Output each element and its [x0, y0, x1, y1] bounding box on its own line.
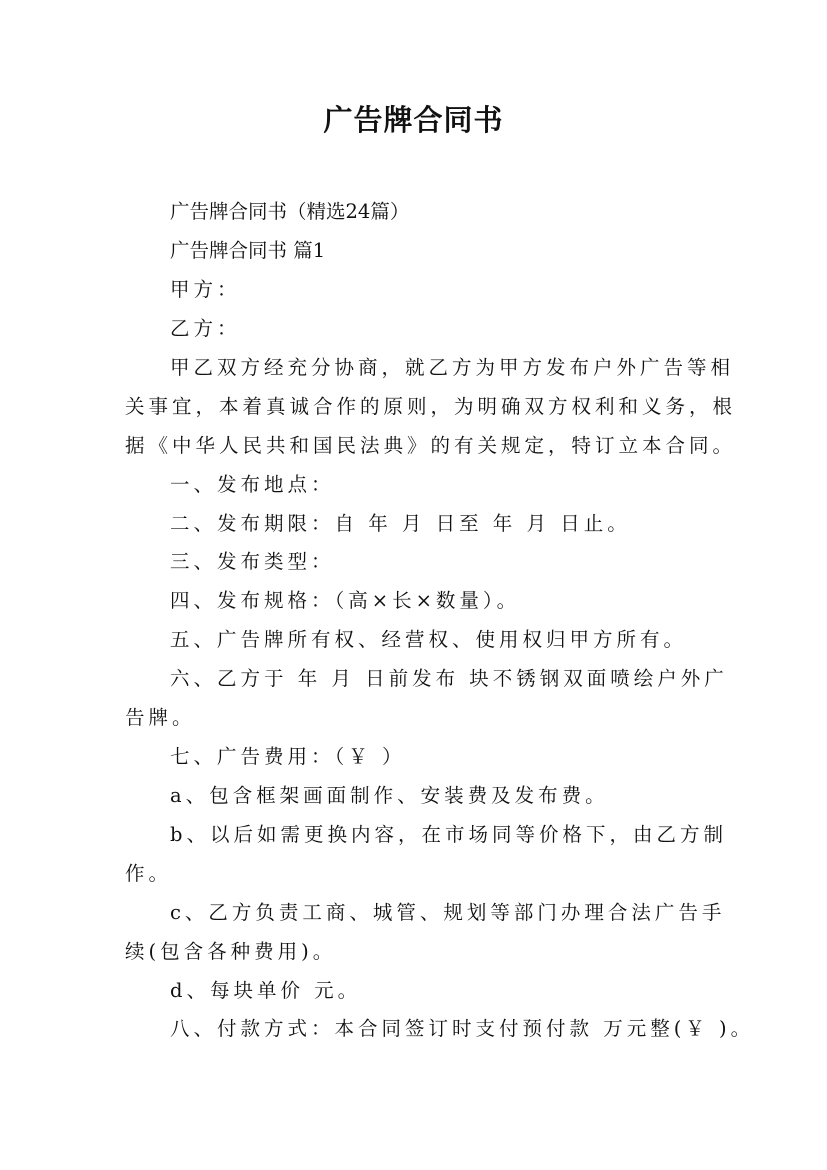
clause-line: d、每块单价 元。 — [170, 979, 362, 1002]
clause-line: 告牌。 — [125, 706, 196, 729]
paragraph-line: 据《中华人民共和国民法典》的有关规定，特订立本合同。 — [125, 434, 737, 457]
clause-line: 七、广告费用：（￥ ） — [170, 745, 406, 768]
clause-line: 续(包含各种费用)。 — [125, 940, 337, 963]
clause-line: 一、发布地点： — [170, 473, 335, 496]
clause-line: 八、付款方式：本合同签订时支付预付款 万元整(￥ )。 — [170, 1017, 755, 1040]
party-b-line: 乙方： — [170, 317, 241, 340]
document-title: 广告牌合同书 — [323, 103, 504, 137]
clause-line: b、以后如需更换内容，在市场同等价格下，由乙方制 — [170, 823, 727, 846]
subtitle-line: 广告牌合同书（精选24篇） — [170, 200, 410, 223]
clause-line: c、乙方负责工商、城管、规划等部门办理合法广告手 — [170, 901, 726, 924]
clause-line: 五、广告牌所有权、经营权、使用权归甲方所有。 — [170, 628, 688, 651]
clause-line: 二、发布期限：自 年 月 日至 年 月 日止。 — [170, 512, 631, 535]
paragraph-line: 甲乙双方经充分协商，就乙方为甲方发布户外广告等相 — [170, 356, 735, 379]
paragraph-line: 关事宜，本着真诚合作的原则，为明确双方权利和义务，根 — [125, 395, 737, 418]
clause-line: 六、乙方于 年 月 日前发布 块不锈钢双面喷绘户外广 — [170, 667, 728, 690]
clause-line: 三、发布类型： — [170, 550, 335, 573]
chapter-heading: 广告牌合同书 篇1 — [170, 239, 326, 262]
clause-line: 作。 — [125, 862, 173, 885]
party-a-line: 甲方： — [170, 278, 241, 301]
clause-line: 四、发布规格：（高×长×数量）。 — [170, 589, 521, 612]
clause-line: a、包含框架画面制作、安装费及发布费。 — [170, 784, 609, 807]
